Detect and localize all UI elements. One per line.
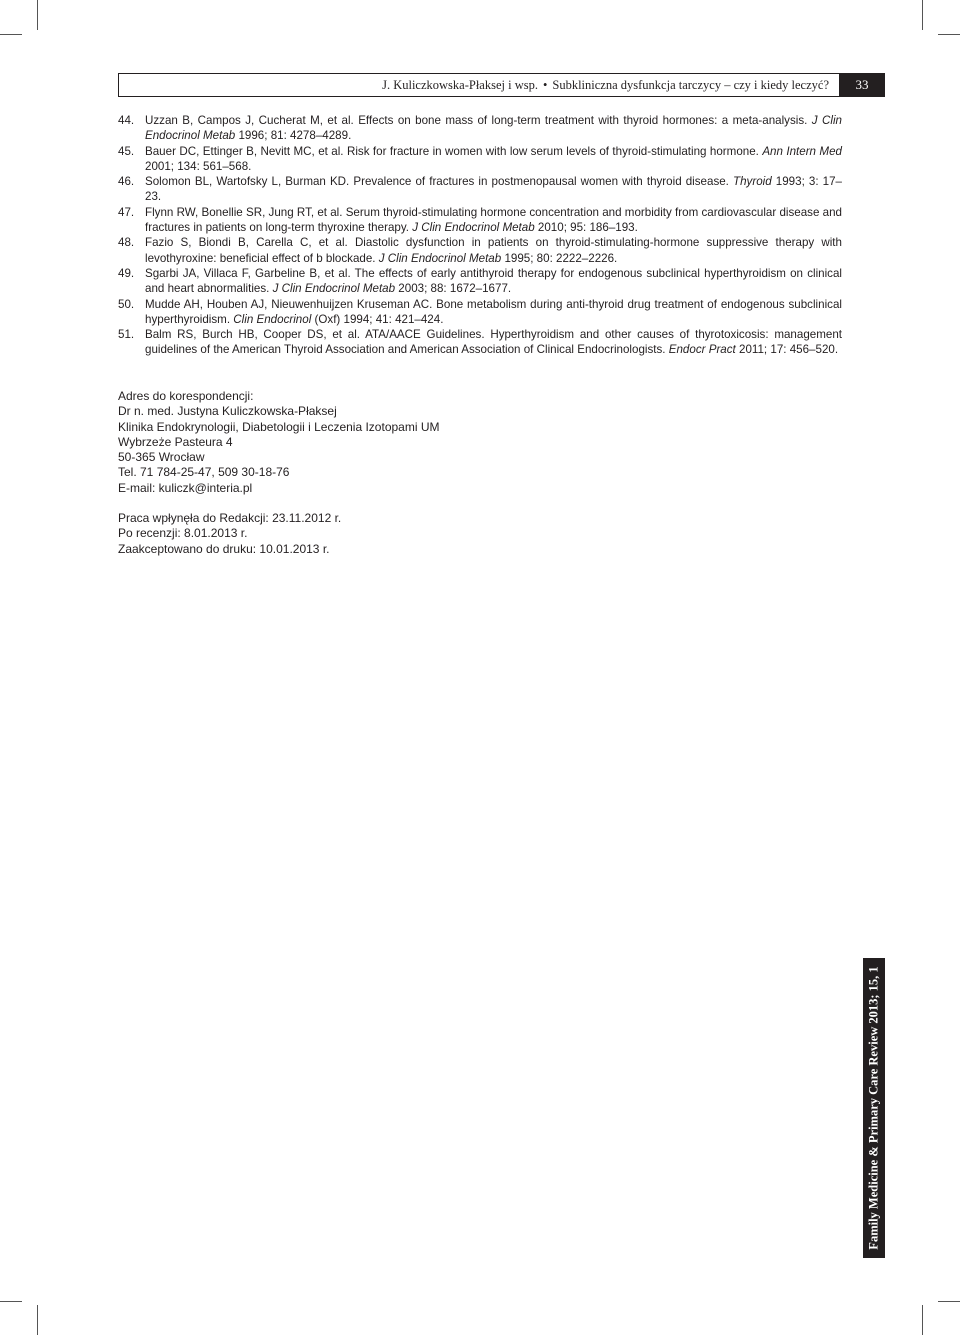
date-received: Praca wpłynęła do Redakcji: 23.11.2012 r. [118, 511, 342, 526]
reference-item [118, 205, 842, 236]
reference-journal: Ann Intern Med [762, 144, 842, 158]
correspondence-phone: Tel. 71 784-25-47, 509 30-18-76 [118, 465, 290, 480]
reference-number: 45. [118, 144, 135, 158]
reference-number: 51. [118, 328, 135, 342]
reference-text [145, 113, 842, 144]
reference-citation: 2011; 17: 456–520. [739, 343, 839, 357]
reference-authors: Sgarbi JA, Villaca F, Garbeline B, et al. [145, 266, 351, 280]
reference-title: Bone metabolism during anti-thyroid drug treatment of endogenous subclinical hyperthyroidism. [145, 297, 842, 326]
reference-text [145, 235, 842, 266]
date-reviewed: Po recenzji: 8.01.2013 r. [118, 526, 248, 541]
reference-item [118, 235, 842, 266]
reference-journal: J Clin Endocrinol Metab [412, 221, 535, 235]
reference-authors: Uzzan B, Campos J, Cucherat M, et al. [145, 114, 354, 127]
reference-citation: 1995; 80: 2222–2226. [504, 251, 618, 265]
crop-mark [0, 34, 22, 35]
reference-authors: Solomon BL, Wartofsky L, Burman KD. [145, 175, 350, 189]
crop-mark [938, 1301, 960, 1302]
reference-authors: Bauer DC, Ettinger B, Nevitt MC, et al. [145, 144, 344, 158]
correspondence-clinic: Klinika Endokrynologii, Diabetologii i Leczenia Izotopami UM [118, 419, 440, 434]
header-text [382, 78, 829, 93]
crop-mark [37, 0, 38, 30]
reference-title: Effects on bone mass of long-term treatment with thyroid hormones: a meta-analysis. [358, 114, 808, 127]
reference-item [118, 297, 842, 328]
reference-citation: 2003; 88: 1672–1677. [398, 282, 512, 296]
reference-text [145, 297, 842, 328]
correspondence-name: Dr n. med. Justyna Kuliczkowska-Płaksej [118, 404, 337, 419]
reference-journal: Clin Endocrinol [233, 312, 312, 326]
crop-mark [938, 34, 960, 35]
reference-authors: Balm RS, Burch HB, Cooper DS, et al. [145, 328, 361, 342]
reference-text [145, 205, 842, 236]
reference-number: 49. [118, 266, 135, 280]
reference-item [118, 327, 842, 358]
header-bullet: • [542, 77, 548, 92]
crop-mark [922, 1305, 923, 1335]
reference-authors: Fazio S, Biondi B, Carella C, et al. [145, 236, 348, 250]
reference-item [118, 266, 842, 297]
reference-journal: J Clin Endocrinol Metab [145, 114, 842, 143]
reference-citation: (Oxf) 1994; 41: 421–424. [314, 312, 444, 326]
reference-number: 44. [118, 114, 135, 127]
correspondence-city: 50-365 Wrocław [118, 450, 205, 465]
reference-list [118, 113, 842, 358]
reference-citation: 2010; 95: 186–193. [537, 221, 638, 235]
header-authors: J. Kuliczkowska-Płaksej i wsp. [382, 77, 538, 92]
reference-item [118, 174, 842, 205]
journal-strip [863, 958, 885, 1258]
correspondence-block [118, 389, 618, 557]
reference-title: Prevalence of fractures in postmenopausal women with thyroid disease. [353, 175, 729, 189]
correspondence-street: Wybrzeże Pasteura 4 [118, 434, 233, 449]
date-accepted: Zaakceptowano do druku: 10.01.2013 r. [118, 541, 330, 556]
correspondence-email: E-mail: kuliczk@interia.pl [118, 480, 253, 495]
reference-citation: 1993; 3: 17–23. [145, 175, 842, 204]
reference-number: 47. [118, 205, 135, 219]
reference-number: 50. [118, 297, 135, 311]
journal-strip-text: Family Medicine & Primary Care Review 2013; 15, 1 [866, 966, 881, 1250]
correspondence-heading: Adres do korespondencji: [118, 389, 254, 403]
reference-authors: Mudde AH, Houben AJ, Nieuwenhuijzen Kruseman AC. [145, 297, 433, 311]
crop-mark [922, 0, 923, 30]
reference-title: Serum thyroid-stimulating hormone concentration and morbidity from cardiovascular disease and fractures in patients on long-term thyroxine therapy. [145, 205, 842, 235]
reference-title: Diastolic dysfunction in patients on thyroid-stimulating-hormone suppressive therapy with levothyroxine: beneficial effect of b blockade. [145, 236, 842, 265]
reference-number: 46. [118, 175, 135, 189]
reference-item [118, 144, 842, 175]
reference-citation: 1996; 81: 4278–4289. [238, 129, 352, 143]
running-header [118, 73, 839, 97]
reference-text [145, 144, 842, 175]
reference-text [145, 327, 842, 358]
reference-text [145, 174, 842, 205]
crop-mark [37, 1305, 38, 1335]
page-number: 33 [839, 73, 885, 97]
reference-text [145, 266, 842, 297]
crop-mark [0, 1301, 22, 1302]
reference-journal: Thyroid [733, 175, 772, 189]
reference-authors: Flynn RW, Bonellie SR, Jung RT, et al. [145, 205, 343, 219]
reference-citation: 2001; 134: 561–568. [145, 159, 252, 173]
reference-journal: J Clin Endocrinol Metab [272, 282, 396, 296]
reference-title: ATA/AACE Guidelines. Hyperthyroidism and other causes of thyrotoxicosis: management guidelines of the American Thyroid Association and American Association of Clinical Endocrinologists. [145, 328, 842, 357]
reference-journal: J Clin Endocrinol Metab [378, 251, 502, 265]
reference-item [118, 113, 842, 144]
reference-title: Risk for fracture in women with low serum levels of thyroid-stimulating hormone. [346, 144, 759, 158]
reference-number: 48. [118, 236, 135, 250]
reference-title: The effects of early antithyroid therapy for endogenous subclinical hyperthyroidism on clinical and heart abnormalities. [145, 266, 842, 296]
header-title: Subkliniczna dysfunkcja tarczycy – czy i kiedy leczyć? [552, 77, 829, 92]
spacer [118, 496, 618, 511]
reference-journal: Endocr Pract [668, 343, 736, 357]
